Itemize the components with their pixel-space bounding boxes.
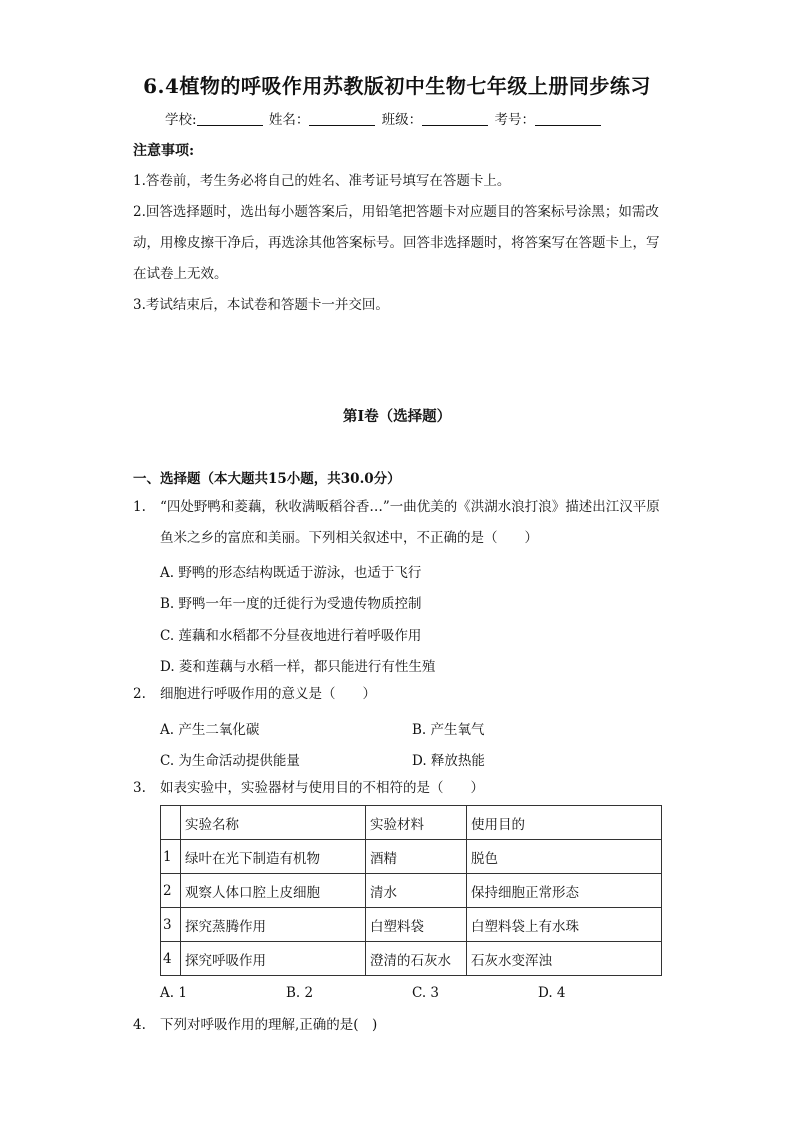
notes-heading: 注意事项: (133, 143, 195, 159)
table-row (161, 908, 662, 942)
q1-option-a: A. 野鸭的形态结构既适于游泳，也适于飞行 (160, 565, 422, 581)
name-label: 姓名： (268, 112, 310, 128)
table-cell: 1 (161, 840, 181, 874)
q2-option-d: D. 释放热能 (412, 753, 485, 769)
table-cell: 探究蒸腾作用 (181, 908, 366, 942)
q1-option-d: D. 菱和莲藕与水稻一样，都只能进行有性生殖 (160, 659, 436, 675)
table-header-cell: 实验材料 (366, 806, 467, 840)
question-text: 细胞进行呼吸作用的意义是（ ） (160, 686, 376, 702)
table-cell: 脱色 (467, 840, 662, 874)
table-row (161, 874, 662, 908)
exam-number-blank (535, 111, 601, 126)
table-cell: 石灰水变浑浊 (467, 942, 662, 976)
question-4 (133, 1010, 663, 1041)
table-row (161, 942, 662, 976)
question-text: 下列对呼吸作用的理解,正确的是( ) (160, 1017, 378, 1033)
table-cell: 3 (161, 908, 181, 942)
q2-option-b: B. 产生氧气 (412, 722, 485, 738)
q3-option-b: B. 2 (286, 985, 314, 1001)
exam-number-label: 考号： (494, 112, 535, 128)
q1-option-c: C. 莲藕和水稻都不分昼夜地进行着呼吸作用 (160, 628, 422, 644)
table-cell: 4 (161, 942, 181, 976)
part-heading: 一、选择题（本大题共15小题，共30.0分） (133, 471, 401, 487)
q2-option-a: A. 产生二氧化碳 (160, 722, 260, 738)
note-3: 3.考试结束后，本试卷和答题卡一并交回。 (133, 297, 389, 313)
question-2 (133, 679, 663, 710)
note-2: 2.回答选择题时，选出每小题答案后，用铅笔把答题卡对应题目的答案标号涂黑；如需改动，用橡皮擦干净后，再选涂其他答案标号。回答非选择题时，将答案写在答题卡上，写在试卷上无效。 (133, 204, 660, 282)
question-text: 如表实验中，实验器材与使用目的不相符的是（ ） (160, 780, 484, 796)
question-3 (133, 773, 663, 804)
table-cell: 澄清的石灰水 (366, 942, 467, 976)
q3-option-c: C. 3 (412, 985, 440, 1001)
question-number: 2. (133, 686, 146, 702)
table-cell: 绿叶在光下制造有机物 (181, 840, 366, 874)
class-blank (422, 111, 488, 126)
experiment-table (160, 805, 662, 976)
table-cell: 保持细胞正常形态 (467, 874, 662, 908)
table-cell: 2 (161, 874, 181, 908)
question-number: 3. (133, 780, 146, 796)
table-cell: 观察人体口腔上皮细胞 (181, 874, 366, 908)
table-header-cell: 实验名称 (181, 806, 366, 840)
page-title: 6.4植物的呼吸作用苏教版初中生物七年级上册同步练习 (143, 74, 651, 98)
question-text: “四处野鸭和菱藕，秋收满畈稻谷香…”一曲优美的《洪湖水浪打浪》描述出江汉平原鱼米之乡的富庶和美丽。下列相关叙述中，不正确的是（ ） (160, 499, 660, 546)
table-header-cell (161, 806, 181, 840)
question-1 (133, 492, 663, 554)
table-cell: 清水 (366, 874, 467, 908)
q1-option-b: B. 野鸭一年一度的迁徙行为受遗传物质控制 (160, 596, 422, 612)
table-cell: 白塑料袋 (366, 908, 467, 942)
section-title: 第I卷（选择题） (342, 408, 452, 425)
table-cell: 白塑料袋上有水珠 (467, 908, 662, 942)
school-label: 学校: (165, 112, 197, 128)
q2-option-c: C. 为生命活动提供能量 (160, 753, 300, 769)
q3-option-d: D. 4 (538, 985, 566, 1001)
table-cell: 酒精 (366, 840, 467, 874)
table-row (161, 840, 662, 874)
question-number: 1. (133, 499, 146, 515)
table-cell: 探究呼吸作用 (181, 942, 366, 976)
table-header-row (161, 806, 662, 840)
q3-option-a: A. 1 (160, 985, 187, 1001)
school-blank (197, 111, 263, 126)
table-header-cell: 使用目的 (467, 806, 662, 840)
note-1: 1.答卷前，考生务必将自己的姓名、准考证号填写在答题卡上。 (133, 173, 511, 189)
class-label: 班级： (381, 112, 423, 128)
name-blank (309, 111, 375, 126)
question-number: 4. (133, 1017, 146, 1033)
student-info-line (165, 108, 603, 128)
